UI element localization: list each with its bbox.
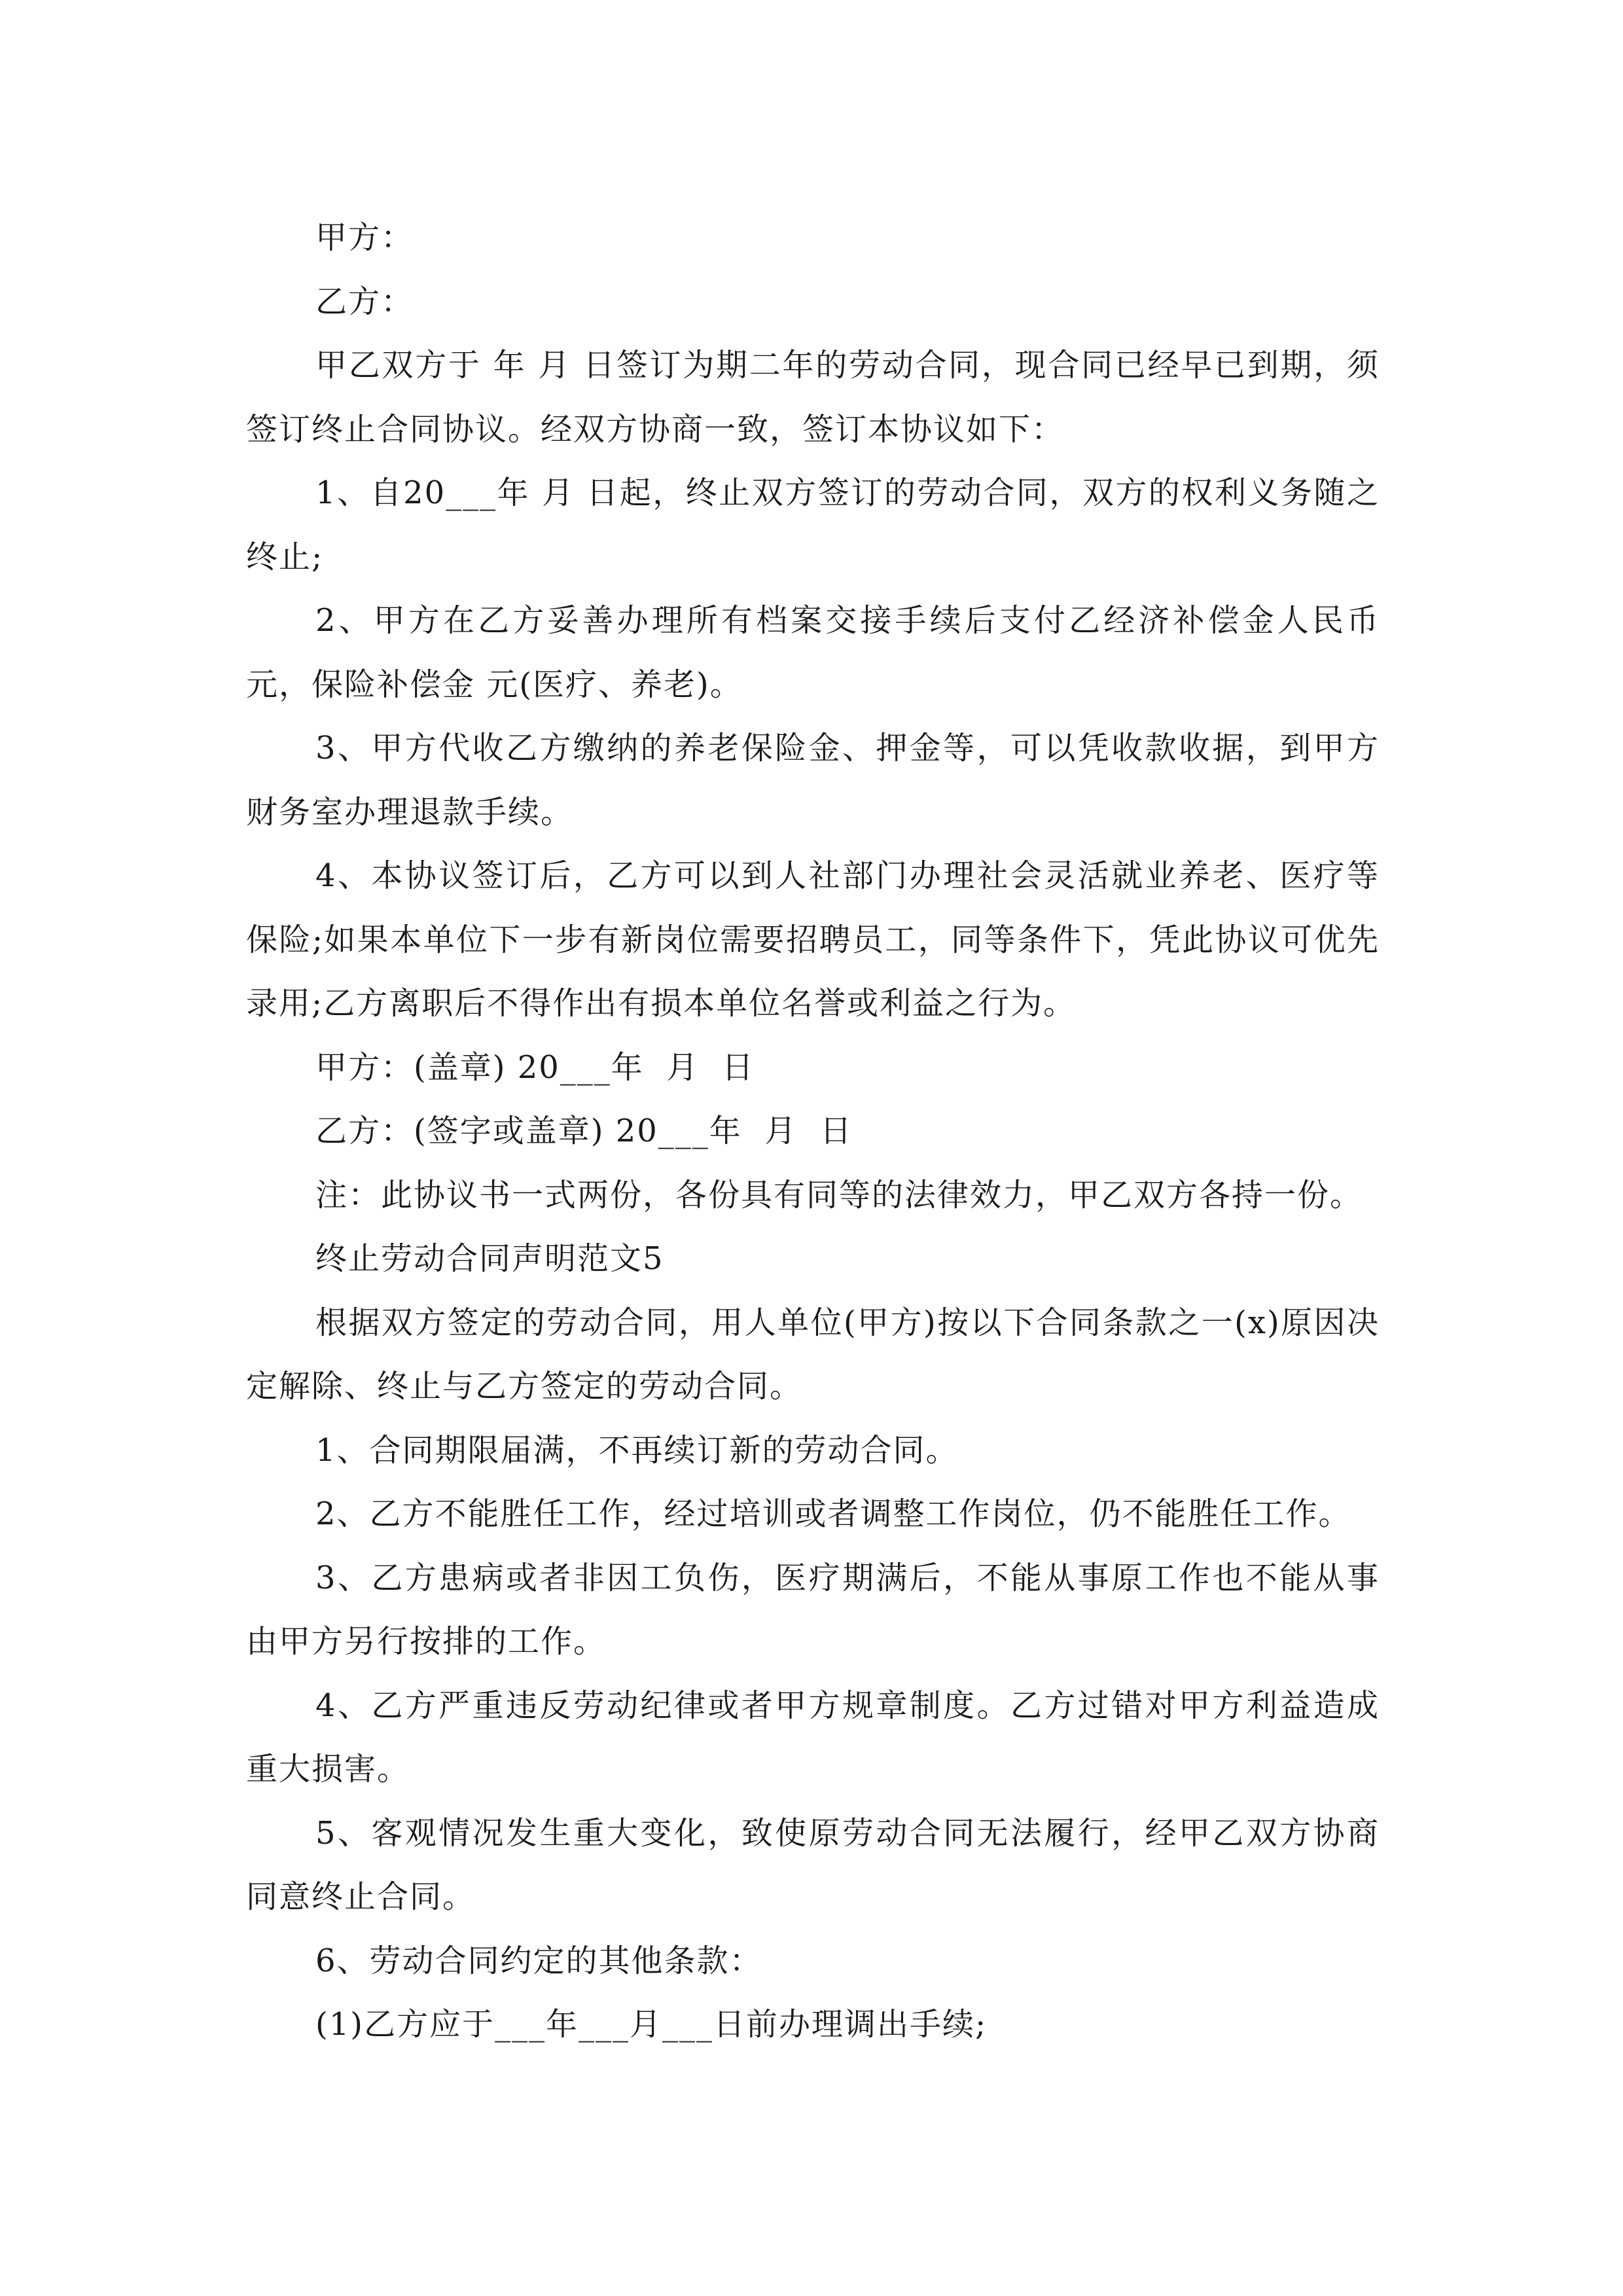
note-line: 注：此协议书一式两份，各份具有同等的法律效力，甲乙双方各持一份。 (315, 1176, 1363, 1213)
clause-1: 1、自20___年 月 日起，终止双方签订的劳动合同，双方的权利义务随之终止; (246, 475, 1380, 575)
clause-2: 2、甲方在乙方妥善办理所有档案交接手续后支付乙经济补偿金人民币 元，保险补偿金 元(医疗、养老)。 (246, 602, 1402, 703)
declaration-item-4: 4、乙方严重违反劳动纪律或者甲方规章制度。乙方过错对甲方利益造成重大损害。 (246, 1687, 1380, 1787)
section-heading: 终止劳动合同声明范文5 (315, 1240, 664, 1277)
party-a-signature-line: 甲方：(盖章) 20___年 月 日 (315, 1049, 755, 1086)
clause-4: 4、本协议签订后，乙方可以到人社部门办理社会灵活就业养老、医疗等保险;如果本单位下一步有新岗位需要招聘员工，同等条件下，凭此协议可优先录用;乙方离职后不得作出有损本单位名誉或利益之行为。 (246, 857, 1380, 1022)
declaration-item-5: 5、客观情况发生重大变化，致使原劳动合同无法履行，经甲乙双方协商同意终止合同。 (246, 1814, 1380, 1915)
declaration-item-6: 6、劳动合同约定的其他条款： (315, 1942, 762, 1979)
party-a-line: 甲方： (315, 219, 414, 256)
declaration-item-1: 1、合同期限届满，不再续订新的劳动合同。 (315, 1431, 959, 1469)
declaration-item-2: 2、乙方不能胜任工作，经过培训或者调整工作岗位，仍不能胜任工作。 (315, 1496, 1351, 1532)
party-b-line: 乙方： (315, 283, 414, 320)
declaration-item-3: 3、乙方患病或者非因工负伤，医疗期满后，不能从事原工作也不能从事由甲方另行按排的工作。 (246, 1559, 1380, 1660)
document-body (246, 206, 1402, 2057)
clause-3: 3、甲方代收乙方缴纳的养老保险金、押金等，可以凭收款收据，到甲方财务室办理退款手续。 (246, 730, 1380, 831)
declaration-intro: 根据双方签定的劳动合同，用人单位(甲方)按以下合同条款之一(x)原因决定解除、终止与乙方签定的劳动合同。 (246, 1304, 1380, 1405)
party-b-signature-line: 乙方：(签字或盖章) 20___年 月 日 (315, 1113, 853, 1149)
declaration-subitem-1: (1)乙方应于___年___月___日前办理调出手续; (315, 2006, 988, 2043)
agreement-intro: 甲乙双方于 年 月 日签订为期二年的劳动合同，现合同已经早已到期，须签订终止合同协议。经双方协商一致，签订本协议如下： (246, 347, 1380, 448)
